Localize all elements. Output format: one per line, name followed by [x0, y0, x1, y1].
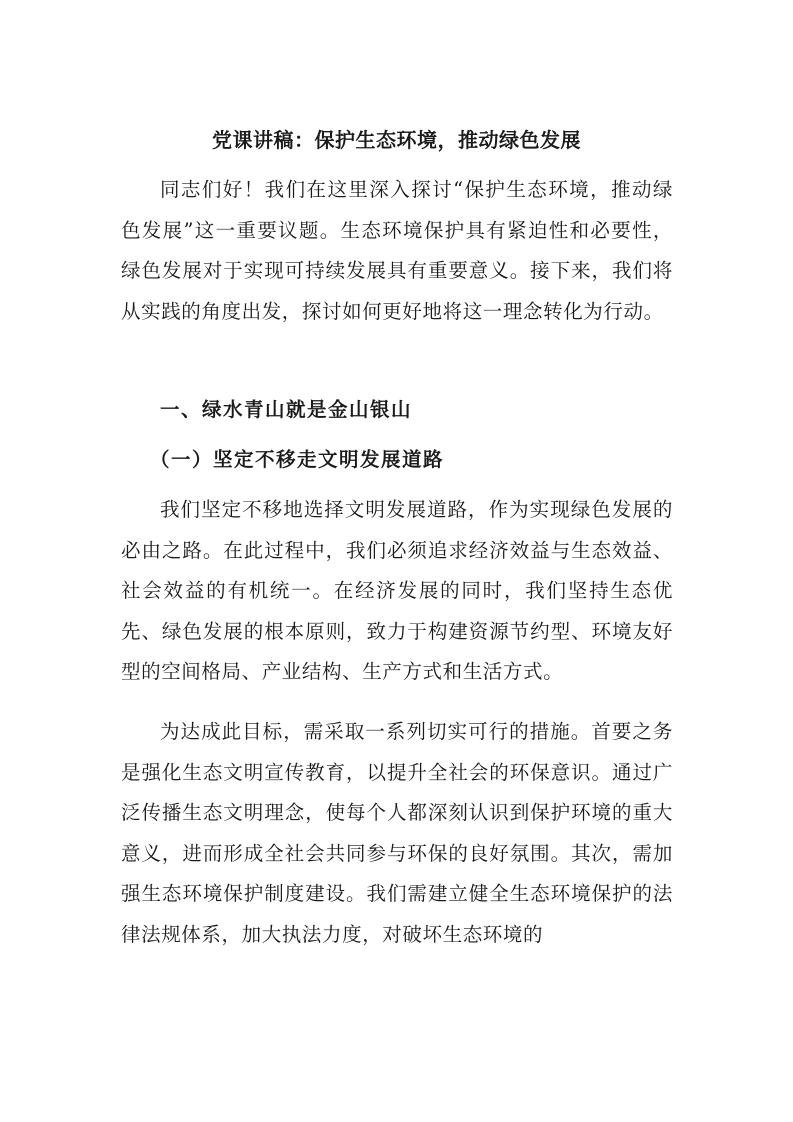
document-title: 党课讲稿：保护生态环境，推动绿色发展 [212, 128, 581, 152]
body-paragraph-2: 为达成此目标，需采取一系列切实可行的措施。首要之务是强化生态文明宣传教育，以提升全社会的环保意识。通过广泛传播生态文明理念，使每个人都深刻认识到保护环境的重大意义，进而形成全社会共同参与环保的良好氛围。其次，需加强生态环境保护制度建设。我们需建立健全生态环境保护的法律法规体系，加大执法力度，对破坏生态环境的 [121, 720, 673, 946]
intro-paragraph: 同志们好！我们在这里深入探讨“保护生态环境，推动绿色发展”这一重要议题。生态环境保护具有紧迫性和必要性，绿色发展对于实现可持续发展具有重要意义。接下来，我们将从实践的角度出发，探讨如何更好地将这一理念转化为行动。 [121, 178, 673, 323]
subsection-heading: （一）坚定不移走文明发展道路 [150, 448, 445, 471]
section-heading: 一、绿水青山就是金山银山 [160, 398, 413, 421]
body-paragraph-1: 我们坚定不移地选择文明发展道路，作为实现绿色发展的必由之路。在此过程中，我们必须追求经济效益与生态效益、社会效益的有机统一。在经济发展的同时，我们坚持生态优先、绿色发展的根本原则，致力于构建资源节约型、环境友好型的空间格局、产业结构、生产方式和生活方式。 [121, 498, 673, 683]
